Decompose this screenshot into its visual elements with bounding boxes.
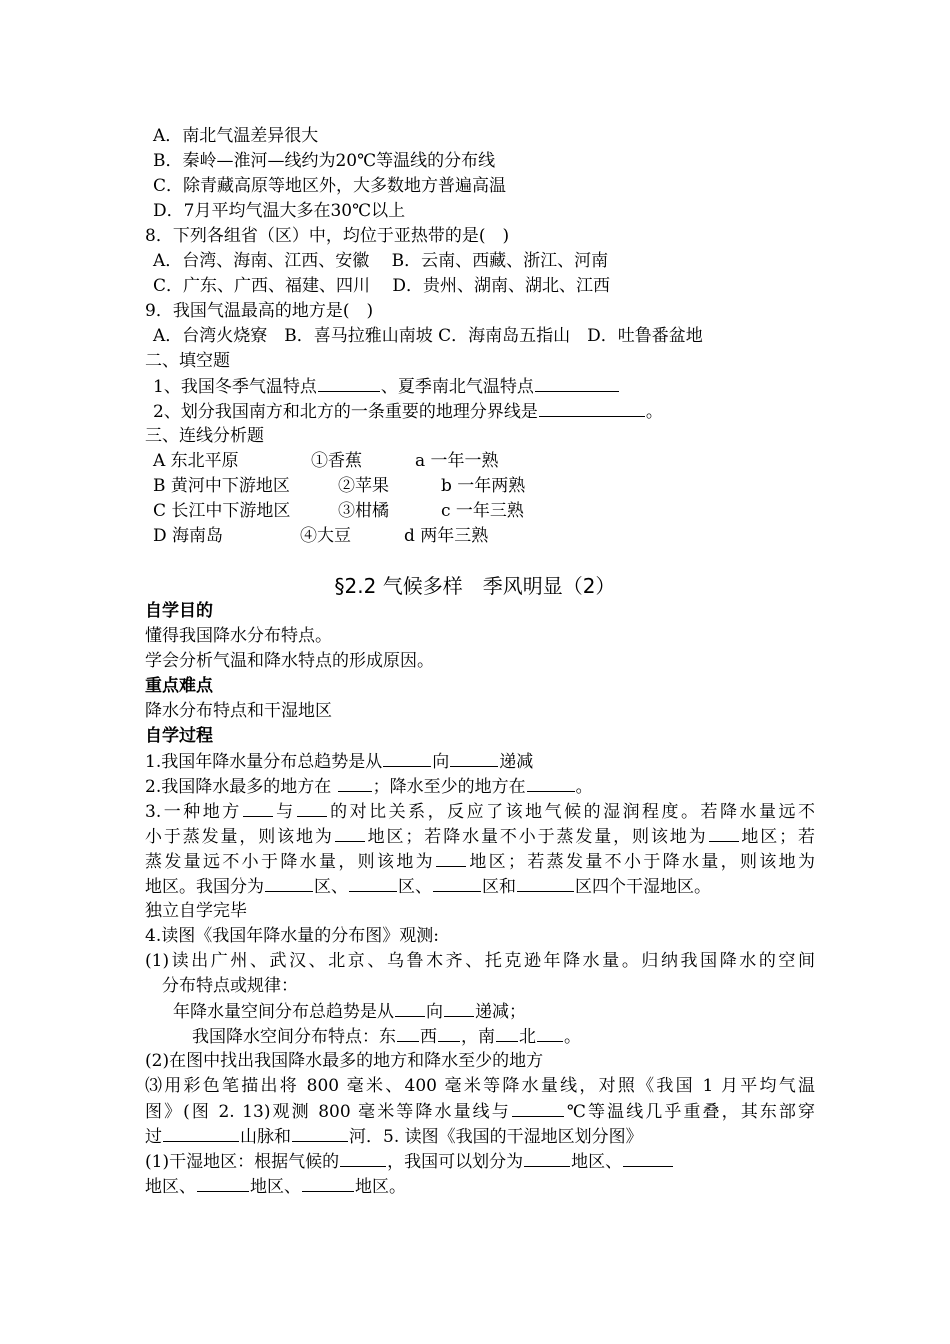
p51-text: 地区、 [145, 1177, 196, 1197]
blank[interactable] [383, 749, 431, 767]
fill-heading: 二、填空题 [145, 351, 230, 371]
match-row [153, 499, 823, 523]
match-crop: ②苹果 [338, 476, 389, 496]
p3-text: 地区；若 [739, 827, 816, 847]
p3-text: 蒸发量远不小于降水量，则该地为 [145, 852, 435, 872]
blank[interactable] [709, 824, 739, 842]
p51-text: 地区。 [355, 1177, 406, 1197]
p43-text: ℃等温线几乎重叠，其东部穿 [564, 1102, 815, 1122]
blank[interactable] [512, 1099, 564, 1117]
p51-text: ，我国可以划分为 [387, 1152, 524, 1172]
fill2-text-b: 。 [645, 402, 663, 422]
blank[interactable] [297, 799, 327, 817]
goals-heading: 自学目的 [145, 601, 213, 621]
blank[interactable] [496, 1024, 518, 1042]
goal-1: 懂得我国降水分布特点。 [145, 626, 332, 646]
trend-text: 向 [426, 1002, 443, 1022]
blank[interactable] [335, 824, 365, 842]
blank[interactable] [395, 999, 425, 1017]
match-region: D 海南岛 [153, 526, 224, 546]
blank[interactable] [517, 874, 574, 892]
p51-text: 地区、 [571, 1152, 623, 1172]
p1-text: 1.我国年降水量分布总趋势是从 [145, 752, 383, 772]
match-crop: ④大豆 [300, 526, 351, 546]
blank[interactable] [318, 374, 380, 392]
match-row [153, 449, 823, 473]
p3-text: 区、 [398, 877, 432, 897]
blank[interactable] [397, 1024, 419, 1042]
process-item-4-2: (2)在图中找出我国降水最多的地方和降水至少的地方 [145, 1051, 544, 1071]
p3-text: 地区；若蒸发量不小于降水量，则该地为 [467, 852, 815, 872]
fill-question-2 [153, 399, 823, 424]
blank[interactable] [338, 774, 372, 792]
spatial-text: 我国降水空间分布特点：东 [192, 1027, 396, 1047]
p3-text: 区和 [482, 877, 516, 897]
p3-text: 小于蒸发量，则该地为 [145, 827, 334, 847]
match-crop: ①香蕉 [311, 451, 362, 471]
p1-text: 向 [432, 752, 450, 772]
blank[interactable] [292, 1124, 348, 1142]
p1-text: 递减 [499, 752, 534, 772]
p43-text: 过 [145, 1127, 162, 1147]
process-heading: 自学过程 [145, 726, 213, 746]
match-system: d 两年三熟 [404, 526, 489, 546]
match-heading: 三、连线分析题 [145, 426, 264, 446]
q8-options-row1: A．台湾、海南、江西、安徽 B．云南、西藏、浙江、河南 [153, 251, 609, 271]
spatial-text: 。 [564, 1027, 581, 1047]
independent-done: 独立自学完毕 [145, 901, 247, 921]
process-item-4: 4.读图《我国年降水量的分布图》观测: [145, 926, 439, 946]
q9-stem: 9．我国气温最高的地方是( ) [145, 301, 374, 321]
process-item-2 [145, 774, 815, 799]
process-item-3-line2 [145, 824, 815, 849]
p3-text: 与 [273, 802, 296, 822]
p51-text: (1)干湿地区：根据气候的 [145, 1152, 340, 1172]
process-item-3-line4 [145, 874, 815, 899]
blank[interactable] [524, 1149, 570, 1167]
process-item-1 [145, 749, 815, 774]
spatial-text: 北 [519, 1027, 536, 1047]
match-system: c 一年三熟 [441, 501, 524, 521]
p2-text: 2.我国降水最多的地方在 [145, 777, 337, 797]
process-item-3-line1 [145, 799, 815, 824]
key-heading: 重点难点 [145, 676, 213, 696]
p3-text: 区、 [314, 877, 348, 897]
match-system: b 一年两熟 [441, 476, 526, 496]
process-item-4-1-line1: (1)读出广州、武汉、北京、乌鲁木齐、托克逊年降水量。归纳我国降水的空间 [145, 951, 815, 971]
p3-text: 区四个干湿地区。 [575, 877, 711, 897]
p43-text: 图》(图 2. 13)观测 800 毫米等降水量线与 [145, 1102, 511, 1122]
match-system: a 一年一熟 [415, 451, 499, 471]
match-region: A 东北平原 [153, 451, 239, 471]
spatial-text: ，南 [461, 1027, 495, 1047]
spatial-line [192, 1024, 862, 1049]
p3-text: 地区；若降水量不小于蒸发量，则该地为 [365, 827, 708, 847]
blank[interactable] [163, 1124, 239, 1142]
q8-options-row2: C．广东、广西、福建、四川 D．贵州、湖南、湖北、江西 [153, 276, 611, 296]
fill1-text-b: 、夏季南北气温特点 [380, 377, 534, 397]
trend-text: 递减； [475, 1002, 526, 1022]
key-text: 降水分布特点和干湿地区 [145, 701, 332, 721]
q7-option-b: B．秦岭—淮河—线约为20℃等温线的分布线 [153, 151, 496, 171]
p3-text: 3.一种地方 [145, 802, 242, 822]
process-item-5-1-line2 [145, 1174, 815, 1199]
match-row [153, 524, 823, 548]
process-item-4-3-line2 [145, 1099, 815, 1124]
q7-option-d: D．7月平均气温大多在30℃以上 [153, 201, 406, 221]
process-item-5-1-line1 [145, 1149, 815, 1174]
trend-text: 年降水量空间分布总趋势是从 [173, 1002, 394, 1022]
p2-text: 。 [575, 777, 593, 797]
process-item-4-1-line2: 分布特点或规律： [162, 976, 298, 996]
match-region: C 长江中下游地区 [153, 501, 291, 521]
blank[interactable] [438, 1024, 460, 1042]
blank[interactable] [535, 374, 619, 392]
blank[interactable] [539, 399, 645, 417]
goal-2: 学会分析气温和降水特点的形成原因。 [145, 651, 434, 671]
blank[interactable] [537, 1024, 563, 1042]
fill2-text-a: 2、划分我国南方和北方的一条重要的地理分界线是 [153, 402, 538, 422]
blank[interactable] [527, 774, 575, 792]
blank[interactable] [436, 849, 466, 867]
q7-option-a: A．南北气温差异很大 [153, 126, 319, 146]
q9-options: A．台湾火烧寮 B．喜马拉雅山南坡 C．海南岛五指山 D．吐鲁番盆地 [153, 326, 703, 346]
blank[interactable] [197, 1174, 249, 1192]
q8-stem: 8．下列各组省（区）中，均位于亚热带的是( ) [145, 226, 510, 246]
process-item-3-line3 [145, 849, 815, 874]
blank[interactable] [243, 799, 273, 817]
blank[interactable] [302, 1174, 354, 1192]
blank[interactable] [623, 1149, 673, 1167]
spatial-text: 西 [420, 1027, 437, 1047]
blank[interactable] [444, 999, 474, 1017]
match-crop: ③柑橘 [338, 501, 389, 521]
p43-text: 河．5. 读图《我国的干湿地区划分图》 [349, 1127, 643, 1147]
p3-text: 的对比关系，反应了该地气候的湿润程度。若降水量远不 [327, 802, 816, 822]
blank[interactable] [349, 874, 397, 892]
fill-question-1 [153, 374, 823, 399]
process-item-4-3-line1: ⑶用彩色笔描出将 800 毫米、400 毫米等降水量线，对照《我国 1 月平均气温 [145, 1076, 815, 1096]
trend-line [173, 999, 843, 1024]
section-title: §2.2 气候多样 季风明显（2） [334, 574, 616, 598]
p51-text: 地区、 [250, 1177, 301, 1197]
blank[interactable] [265, 874, 313, 892]
blank[interactable] [450, 749, 498, 767]
p2-text: ；降水至少的地方在 [372, 777, 526, 797]
blank[interactable] [433, 874, 481, 892]
p43-text: 山脉和 [240, 1127, 291, 1147]
match-row [153, 474, 823, 498]
p3-text: 地区。我国分为 [145, 877, 264, 897]
fill1-text-a: 1、我国冬季气温特点 [153, 377, 317, 397]
blank[interactable] [340, 1149, 386, 1167]
match-region: B 黄河中下游地区 [153, 476, 290, 496]
process-item-4-3-line3 [145, 1124, 815, 1149]
q7-option-c: C．除青藏高原等地区外，大多数地方普遍高温 [153, 176, 507, 196]
